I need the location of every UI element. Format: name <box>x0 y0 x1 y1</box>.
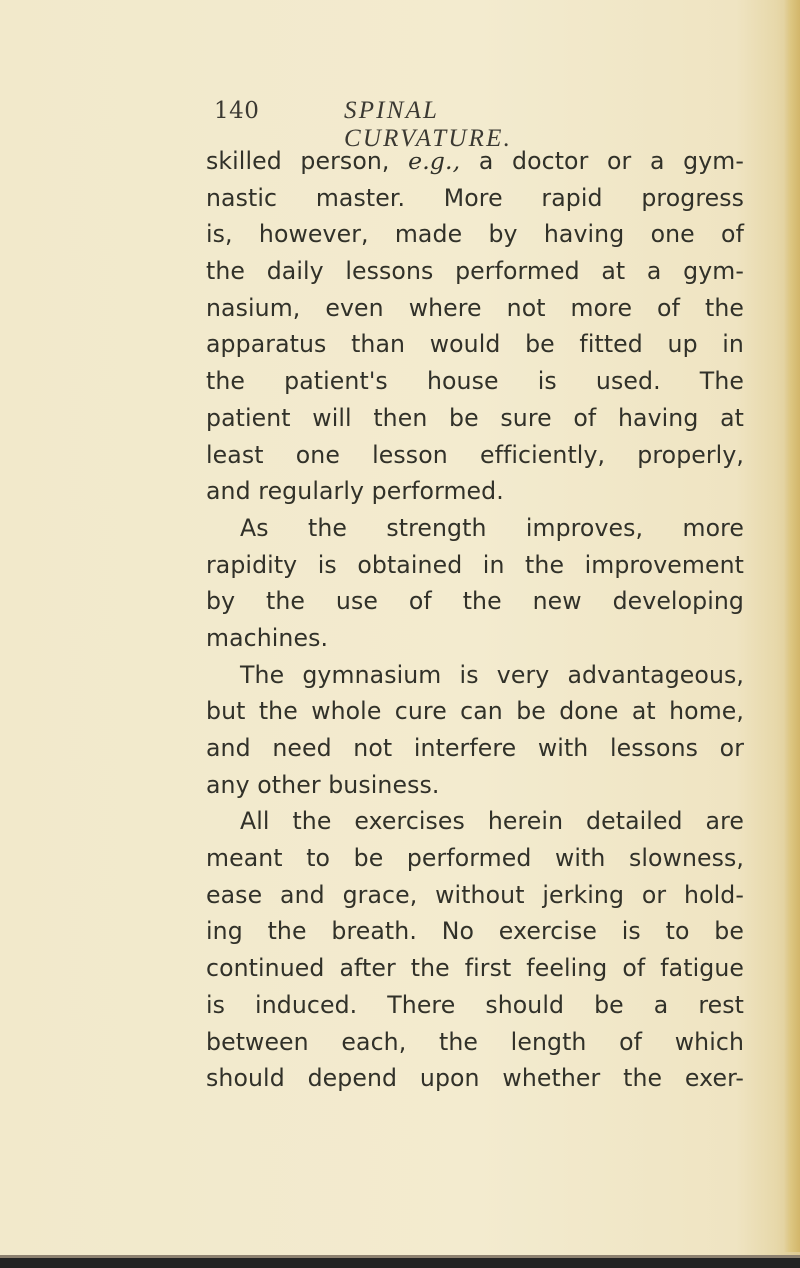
text-line: ease and grace, without jerking or hold- <box>206 880 744 909</box>
text-line: is, however, made by having one of <box>206 220 744 249</box>
text-line: between each, the length of which <box>206 1027 744 1056</box>
text-line: skilled person, e.g., a doctor or a gym- <box>206 147 744 175</box>
text-line: machines. <box>206 623 329 652</box>
text-line: meant to be performed with slowness, <box>206 844 744 873</box>
text-line: the daily lessons performed at a gym- <box>206 257 744 286</box>
text-line: any other business. <box>206 770 440 799</box>
text-line: and need not interfere with lessons or <box>206 734 744 762</box>
page-number: 140 <box>214 98 260 124</box>
text-line: patient will then be sure of having at <box>206 403 744 432</box>
page-edge-shadow <box>784 0 800 1252</box>
text-line: should depend upon whether the exer- <box>206 1064 744 1093</box>
text-line: ing the breath. No exercise is to be <box>206 917 744 946</box>
running-head-title: SPINAL CURVATURE. <box>344 97 513 152</box>
text-line: nastic master. More rapid progress <box>206 183 744 212</box>
text-line: and regularly performed. <box>206 477 504 506</box>
text-line: least one lesson efficiently, properly, <box>206 440 744 469</box>
text-line: is induced. There should be a rest <box>206 990 744 1019</box>
text-line: nasium, even where not more of the <box>206 293 744 322</box>
running-head <box>214 97 614 152</box>
text-line: the patient's house is used. The <box>206 367 744 396</box>
text-line: but the whole cure can be done at home, <box>206 697 744 726</box>
text-line: continued after the first feeling of fatigue <box>206 954 744 983</box>
body-text <box>206 143 744 1097</box>
bottom-edge-rule <box>0 1258 800 1268</box>
text-line: by the use of the new developing <box>206 587 744 616</box>
text-line: The gymnasium is very advantageous, <box>240 660 744 689</box>
text-line: apparatus than would be fitted up in <box>206 330 744 359</box>
text-line: As the strength improves, more <box>240 513 744 542</box>
text-line: All the exercises herein detailed are <box>240 807 744 836</box>
italic-abbreviation: e.g., <box>408 147 461 175</box>
text-line: rapidity is obtained in the improvement <box>206 550 744 579</box>
